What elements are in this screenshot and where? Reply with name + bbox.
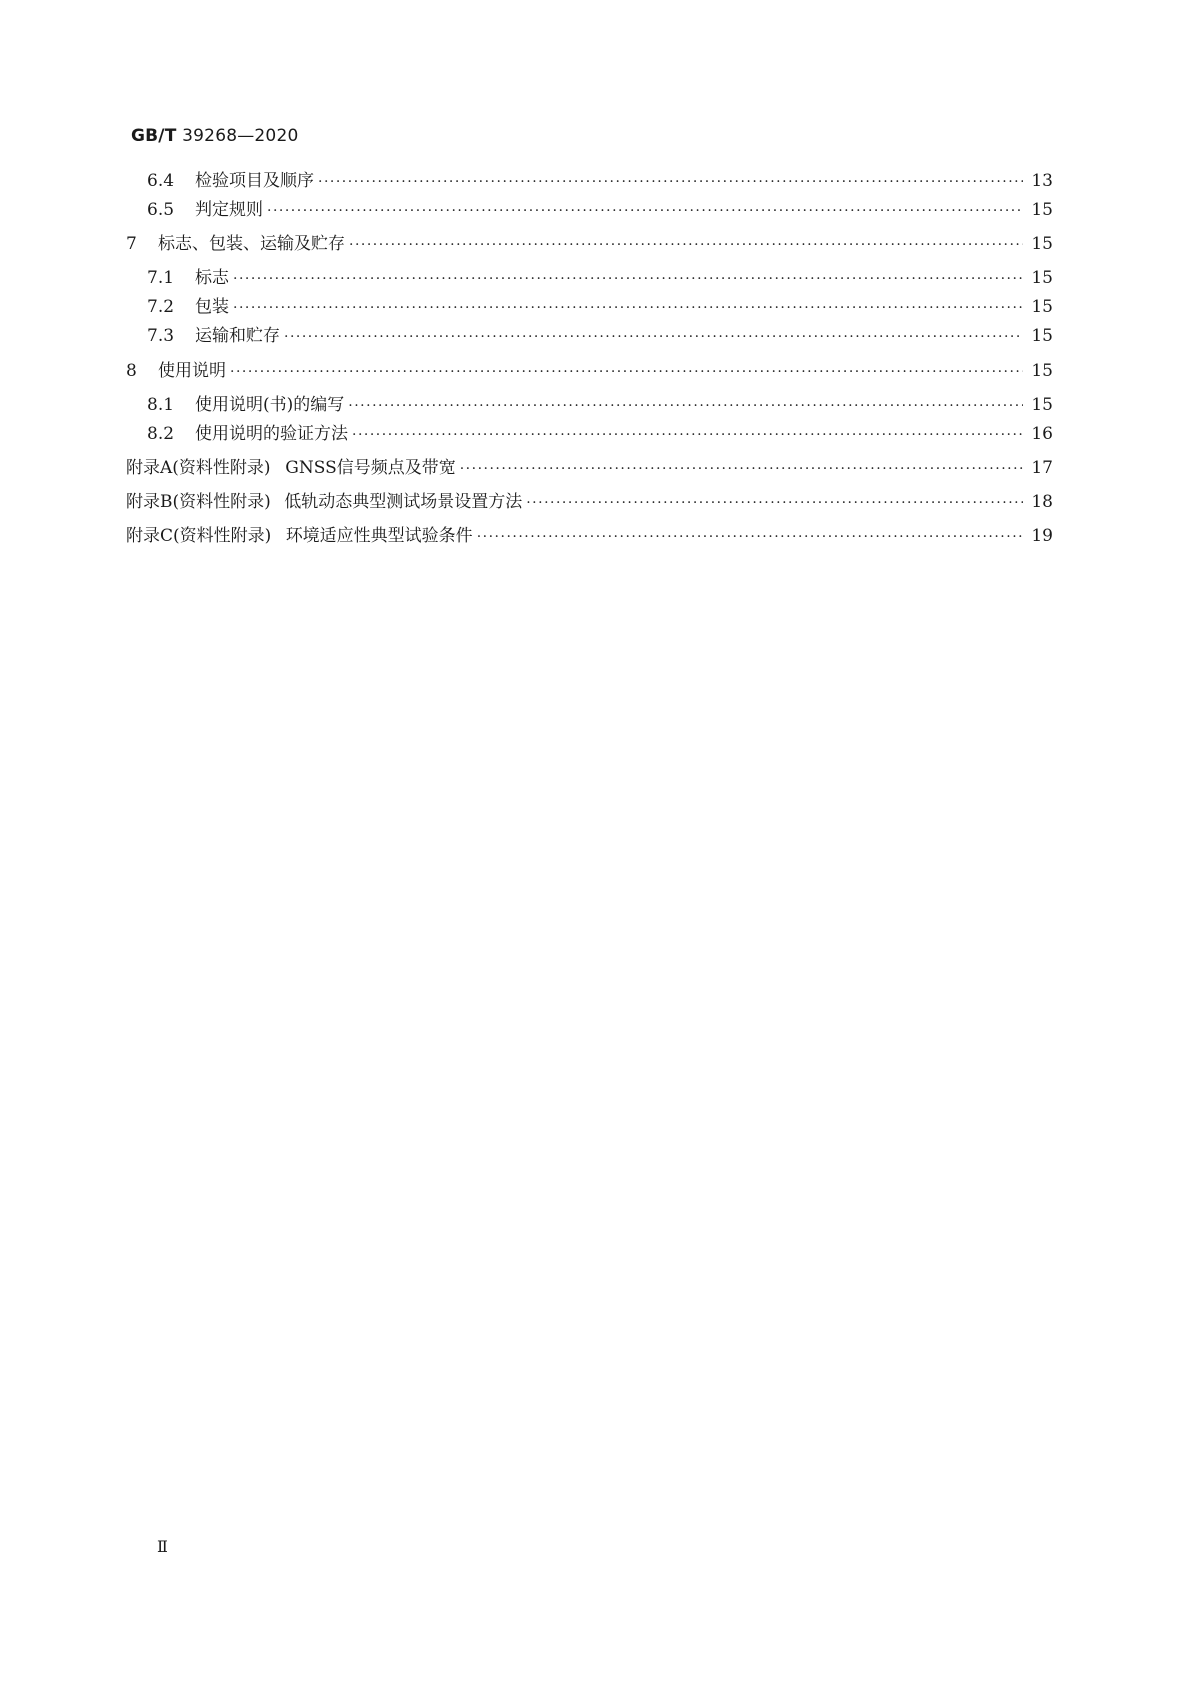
- standard-number: 39268—2020: [182, 126, 299, 146]
- annex-label: 附录C(资料性附录): [126, 526, 272, 546]
- toc-page: 15: [1031, 361, 1053, 381]
- toc-number: 6.4: [147, 171, 175, 191]
- toc-number: 8: [126, 361, 137, 381]
- dot-leader: [267, 200, 1023, 222]
- toc-page: 15: [1031, 234, 1053, 254]
- toc-title: 包装: [195, 297, 229, 317]
- dot-leader: [233, 297, 1023, 319]
- toc-number: 7: [126, 234, 137, 254]
- dot-leader: [477, 526, 1023, 548]
- toc-entry-annex-a[interactable]: [126, 457, 1053, 480]
- toc-title: 使用说明(书)的编写: [195, 395, 345, 415]
- toc-entry-6-5[interactable]: [147, 199, 1053, 222]
- toc-title: 环境适应性典型试验条件: [285, 526, 473, 546]
- toc-title: 运输和贮存: [195, 326, 280, 346]
- toc-number: 6.5: [147, 200, 175, 220]
- table-of-contents: [0, 0, 1191, 600]
- toc-entry-8[interactable]: [126, 360, 1053, 383]
- toc-title: 低轨动态典型测试场景设置方法: [284, 492, 523, 512]
- dot-leader: [526, 492, 1023, 514]
- toc-entry-7-2[interactable]: [147, 296, 1053, 319]
- toc-title: 使用说明: [158, 361, 226, 381]
- annex-label: 附录A(资料性附录): [126, 458, 271, 478]
- dot-leader: [349, 234, 1023, 256]
- toc-title: 使用说明的验证方法: [195, 424, 348, 444]
- dot-leader: [460, 458, 1023, 480]
- dot-leader: [233, 268, 1023, 290]
- toc-page: 13: [1031, 171, 1053, 191]
- toc-entry-annex-c[interactable]: [126, 525, 1053, 548]
- toc-entry-7[interactable]: [126, 233, 1053, 256]
- page-number: Ⅱ: [157, 1537, 168, 1556]
- toc-title: GNSS信号频点及带宽: [285, 458, 456, 478]
- toc-entry-8-2[interactable]: [147, 423, 1053, 446]
- toc-page: 15: [1031, 297, 1053, 317]
- toc-page: 15: [1031, 395, 1053, 415]
- toc-number: 8.1: [147, 395, 175, 415]
- toc-page: 15: [1031, 326, 1053, 346]
- dot-leader: [348, 395, 1023, 417]
- toc-entry-annex-b[interactable]: [126, 491, 1053, 514]
- toc-title: 检验项目及顺序: [195, 171, 314, 191]
- toc-title: 标志、包装、运输及贮存: [158, 234, 345, 254]
- dot-leader: [318, 171, 1023, 193]
- toc-page: 16: [1031, 424, 1053, 444]
- toc-title: 判定规则: [195, 200, 263, 220]
- toc-number: 7.3: [147, 326, 175, 346]
- toc-number: 8.2: [147, 424, 175, 444]
- toc-entry-8-1[interactable]: [147, 394, 1053, 417]
- toc-number: 7.1: [147, 268, 175, 288]
- toc-page: 15: [1031, 200, 1053, 220]
- toc-page: 17: [1031, 458, 1053, 478]
- toc-entry-6-4[interactable]: [147, 170, 1053, 193]
- toc-number: 7.2: [147, 297, 175, 317]
- toc-page: 18: [1031, 492, 1053, 512]
- dot-leader: [284, 326, 1023, 348]
- toc-page: 15: [1031, 268, 1053, 288]
- toc-entry-7-3[interactable]: [147, 325, 1053, 348]
- standard-prefix: GB/T: [131, 126, 177, 146]
- dot-leader: [230, 361, 1023, 383]
- dot-leader: [352, 424, 1023, 446]
- toc-page: 19: [1031, 526, 1053, 546]
- toc-entry-7-1[interactable]: [147, 267, 1053, 290]
- annex-label: 附录B(资料性附录): [126, 492, 271, 512]
- toc-title: 标志: [195, 268, 229, 288]
